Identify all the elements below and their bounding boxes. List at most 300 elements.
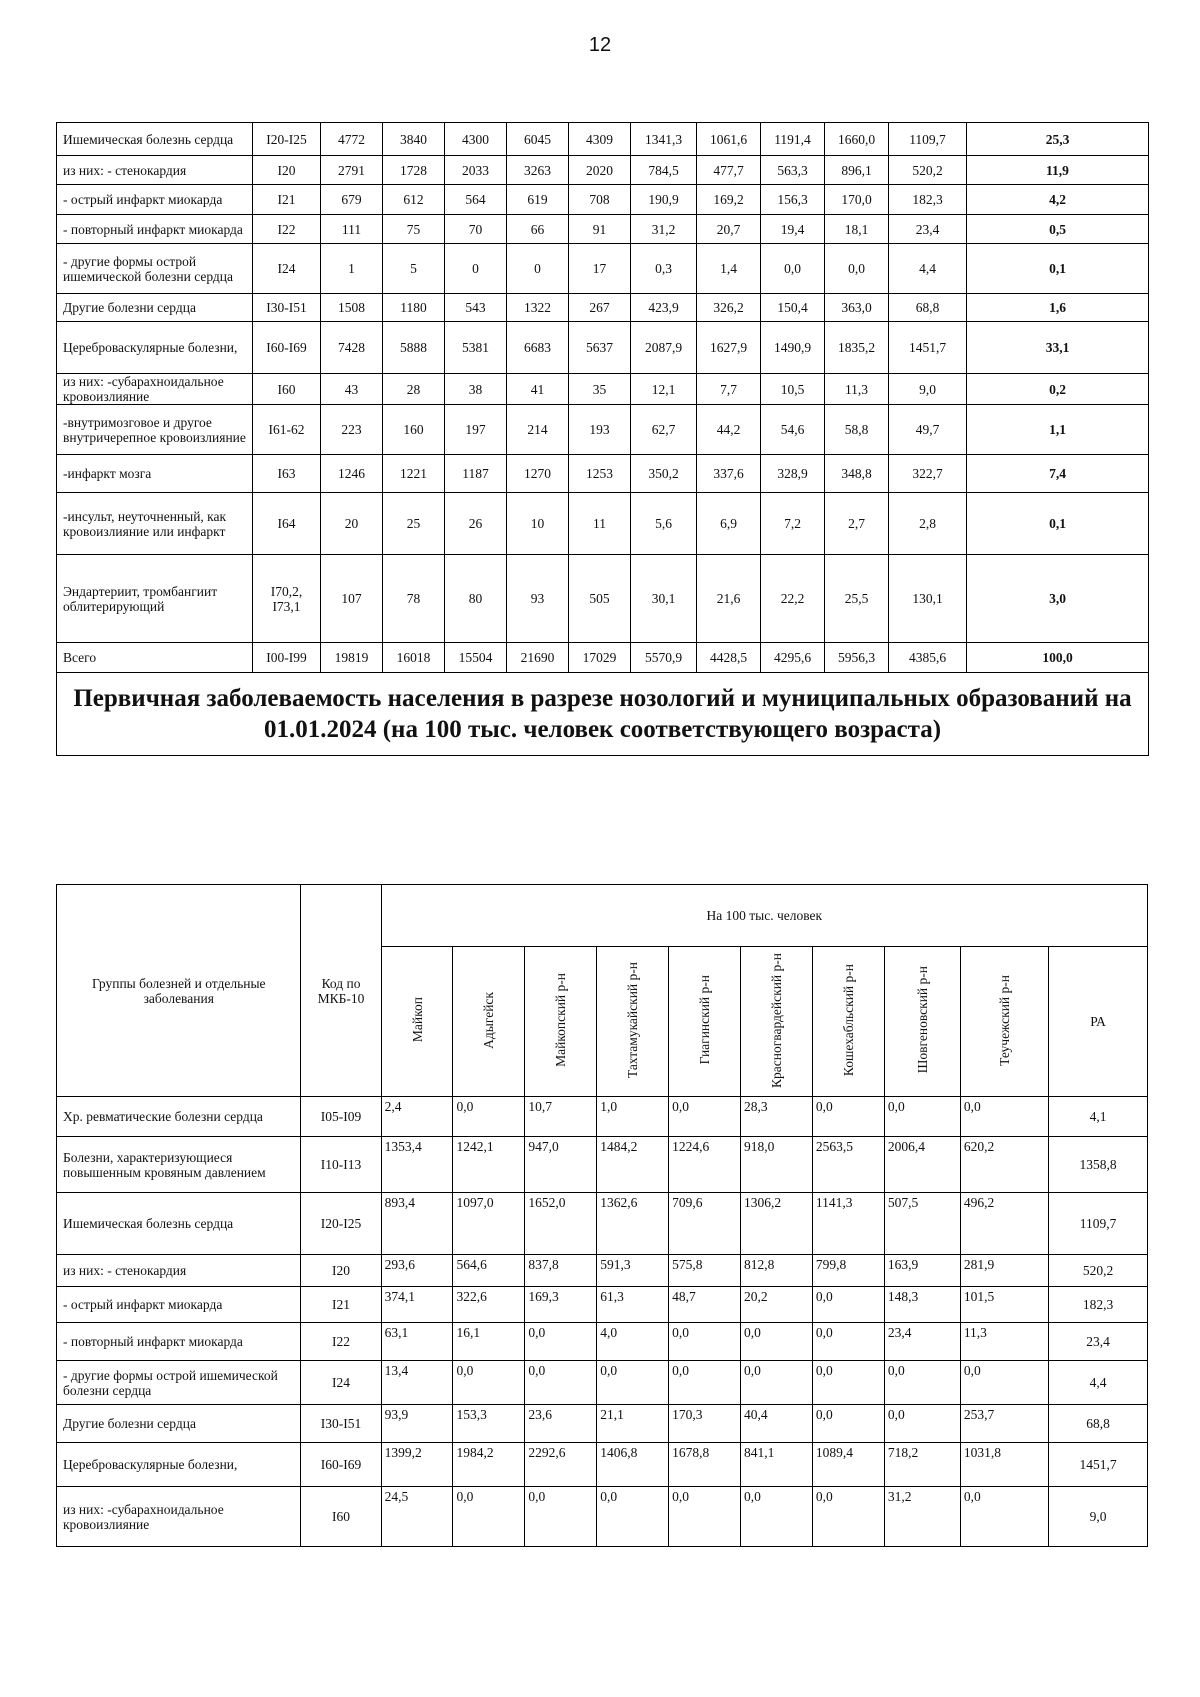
value-cell: 1322 [507,294,569,322]
value-cell: 12,1 [631,374,697,405]
value-cell: 0,0 [812,1361,884,1405]
table-row [57,1137,1148,1193]
value-cell: 23,6 [525,1405,597,1443]
value-cell: 1728 [383,156,445,185]
section-title-row [57,673,1149,756]
value-cell: 4,0 [597,1323,669,1361]
value-cell: 7,7 [697,374,761,405]
value-cell: 78 [383,555,445,643]
value-cell: 0,0 [453,1487,525,1547]
value-cell: 0,0 [669,1361,741,1405]
value-cell: 0,0 [669,1323,741,1361]
value-cell: 563,3 [761,156,825,185]
morbidity-table-absolute [56,122,1149,756]
value-cell: 111 [321,215,383,244]
value-cell: 0,0 [525,1487,597,1547]
value-cell: 322,7 [889,455,967,493]
value-cell: 40,4 [741,1405,813,1443]
disease-name: Другие болезни сердца [57,294,253,322]
value-cell: 16,1 [453,1323,525,1361]
value-cell: 9,0 [889,374,967,405]
value-cell: 70 [445,215,507,244]
value-cell: 1353,4 [381,1137,453,1193]
value-cell: 5 [383,244,445,294]
pa-value-cell: 1109,7 [1049,1193,1148,1255]
value-cell: 1362,6 [597,1193,669,1255]
disease-name: Цереброваскулярные болезни, [57,322,253,374]
value-cell: 507,5 [884,1193,960,1255]
table-row [57,493,1149,555]
value-cell: 1242,1 [453,1137,525,1193]
value-cell: 1270 [507,455,569,493]
table-row [57,1487,1148,1547]
value-cell: 5,6 [631,493,697,555]
value-cell: 564 [445,185,507,215]
value-cell: 1180 [383,294,445,322]
icd-code: I22 [301,1323,381,1361]
value-cell: 1191,4 [761,123,825,156]
pa-share-cell: 1,6 [967,294,1149,322]
value-cell: 5637 [569,322,631,374]
value-cell: 49,7 [889,405,967,455]
icd-code: I20-I25 [253,123,321,156]
value-cell: 5381 [445,322,507,374]
value-cell: 374,1 [381,1287,453,1323]
value-cell: 163,9 [884,1255,960,1287]
icd-code: I00-I99 [253,643,321,673]
value-cell: 326,2 [697,294,761,322]
district-name: Гиагинский р-н [697,975,713,1065]
value-cell: 93 [507,555,569,643]
table-row [57,1193,1148,1255]
value-cell: 477,7 [697,156,761,185]
value-cell: 23,4 [884,1323,960,1361]
column-header [812,947,884,1097]
value-cell: 2006,4 [884,1137,960,1193]
value-cell: 0,0 [960,1487,1048,1547]
pa-share-cell: 11,9 [967,156,1149,185]
value-cell: 1508 [321,294,383,322]
value-cell: 4,4 [889,244,967,294]
icd-code: I60 [301,1487,381,1547]
value-cell: 61,3 [597,1287,669,1323]
value-cell: 1341,3 [631,123,697,156]
value-cell: 1224,6 [669,1137,741,1193]
icd-code: I63 [253,455,321,493]
value-cell: 6683 [507,322,569,374]
icd-code: I20 [301,1255,381,1287]
value-cell: 63,1 [381,1323,453,1361]
value-cell: 43 [321,374,383,405]
table-row [57,555,1149,643]
column-header [884,947,960,1097]
value-cell: 1627,9 [697,322,761,374]
value-cell: 0 [445,244,507,294]
value-cell: 718,2 [884,1443,960,1487]
value-cell: 4428,5 [697,643,761,673]
value-cell: 575,8 [669,1255,741,1287]
disease-name: - острый инфаркт миокарда [57,1287,301,1323]
value-cell: 190,9 [631,185,697,215]
value-cell: 13,4 [381,1361,453,1405]
value-cell: 24,5 [381,1487,453,1547]
value-cell: 28,3 [741,1097,813,1137]
value-cell: 5956,3 [825,643,889,673]
value-cell: 41 [507,374,569,405]
value-cell: 101,5 [960,1287,1048,1323]
value-cell: 281,9 [960,1255,1048,1287]
value-cell: 182,3 [889,185,967,215]
value-cell: 1835,2 [825,322,889,374]
value-cell: 520,2 [889,156,967,185]
district-name: Тахтамукайский р-н [625,961,641,1079]
value-cell: 5570,9 [631,643,697,673]
header-pa: РА [1049,947,1148,1097]
icd-code: I60 [253,374,321,405]
disease-name: Другие болезни сердца [57,1405,301,1443]
value-cell: 799,8 [812,1255,884,1287]
value-cell: 0,0 [812,1487,884,1547]
page-number: 12 [588,34,612,56]
value-cell: 2563,5 [812,1137,884,1193]
table-row [57,294,1149,322]
value-cell: 28 [383,374,445,405]
table-row [57,1323,1148,1361]
value-cell: 0,0 [812,1097,884,1137]
value-cell: 1984,2 [453,1443,525,1487]
header-icd-code: Код по МКБ-10 [301,885,381,1097]
value-cell: 16018 [383,643,445,673]
disease-name: из них: -субарахноидальное кровоизлияние [57,1487,301,1547]
value-cell: 1109,7 [889,123,967,156]
icd-code: I60-I69 [253,322,321,374]
value-cell: 337,6 [697,455,761,493]
value-cell: 350,2 [631,455,697,493]
value-cell: 170,3 [669,1405,741,1443]
disease-name: Эндартериит, тромбангиит облитерирующий [57,555,253,643]
disease-name: -внутримозговое и другое внутричерепное кровоизлияние [57,405,253,455]
value-cell: 1141,3 [812,1193,884,1255]
pa-share-cell: 25,3 [967,123,1149,156]
value-cell: 0,0 [812,1405,884,1443]
pa-value-cell: 9,0 [1049,1487,1148,1547]
icd-code: I10-I13 [301,1137,381,1193]
value-cell: 26 [445,493,507,555]
value-cell: 31,2 [884,1487,960,1547]
value-cell: 11 [569,493,631,555]
value-cell: 4300 [445,123,507,156]
value-cell: 11,3 [825,374,889,405]
value-cell: 0,3 [631,244,697,294]
value-cell: 619 [507,185,569,215]
icd-code: I22 [253,215,321,244]
table-row [57,215,1149,244]
value-cell: 1061,6 [697,123,761,156]
value-cell: 708 [569,185,631,215]
disease-name: из них: -субарахноидальное кровоизлияние [57,374,253,405]
pa-share-cell: 7,4 [967,455,1149,493]
value-cell: 153,3 [453,1405,525,1443]
header-disease-group: Группы болезней и отдельные заболевания [57,885,301,1097]
value-cell: 31,2 [631,215,697,244]
pa-share-cell: 3,0 [967,555,1149,643]
value-cell: 1484,2 [597,1137,669,1193]
value-cell: 322,6 [453,1287,525,1323]
value-cell: 0,0 [884,1097,960,1137]
value-cell: 4385,6 [889,643,967,673]
value-cell: 253,7 [960,1405,1048,1443]
value-cell: 0,0 [825,244,889,294]
section-title: Первичная заболеваемость населения в разрезе нозологий и муниципальных образований на 01.01.2024 (на 100 тыс. человек соответствующего возраста) [57,673,1149,756]
disease-name: из них: - стенокардия [57,156,253,185]
value-cell: 1 [321,244,383,294]
value-cell: 947,0 [525,1137,597,1193]
value-cell: 1253 [569,455,631,493]
value-cell: 17029 [569,643,631,673]
table-row [57,1405,1148,1443]
value-cell: 1306,2 [741,1193,813,1255]
value-cell: 169,3 [525,1287,597,1323]
value-cell: 1089,4 [812,1443,884,1487]
value-cell: 1451,7 [889,322,967,374]
value-cell: 2033 [445,156,507,185]
value-cell: 2,8 [889,493,967,555]
value-cell: 0,0 [741,1487,813,1547]
pa-share-cell: 0,1 [967,493,1149,555]
district-name: Майкоп [409,997,425,1043]
value-cell: 10,7 [525,1097,597,1137]
value-cell: 107 [321,555,383,643]
value-cell: 2087,9 [631,322,697,374]
pa-value-cell: 4,4 [1049,1361,1148,1405]
pa-value-cell: 1451,7 [1049,1443,1148,1487]
value-cell: 612 [383,185,445,215]
value-cell: 6045 [507,123,569,156]
value-cell: 66 [507,215,569,244]
value-cell: 709,6 [669,1193,741,1255]
pa-share-cell: 0,1 [967,244,1149,294]
value-cell: 30,1 [631,555,697,643]
disease-name: Всего [57,643,253,673]
value-cell: 7,2 [761,493,825,555]
icd-code: I30-I51 [301,1405,381,1443]
value-cell: 0,0 [741,1361,813,1405]
value-cell: 837,8 [525,1255,597,1287]
value-cell: 10 [507,493,569,555]
value-cell: 150,4 [761,294,825,322]
value-cell: 0,0 [525,1361,597,1405]
disease-name: Болезни, характеризующиеся повышенным кровяным давлением [57,1137,301,1193]
value-cell: 38 [445,374,507,405]
column-header [525,947,597,1097]
value-cell: 267 [569,294,631,322]
column-header [960,947,1048,1097]
value-cell: 75 [383,215,445,244]
value-cell: 21690 [507,643,569,673]
district-name: Майкопский р-н [553,973,569,1067]
value-cell: 169,2 [697,185,761,215]
value-cell: 328,9 [761,455,825,493]
value-cell: 7428 [321,322,383,374]
value-cell: 170,0 [825,185,889,215]
pa-value-cell: 1358,8 [1049,1137,1148,1193]
value-cell: 1,4 [697,244,761,294]
value-cell: 62,7 [631,405,697,455]
column-header [741,947,813,1097]
icd-code: I24 [301,1361,381,1405]
district-name: Адыгейск [481,991,497,1049]
disease-name: из них: - стенокардия [57,1255,301,1287]
value-cell: 20 [321,493,383,555]
value-cell: 0,0 [669,1487,741,1547]
value-cell: 0,0 [597,1487,669,1547]
value-cell: 564,6 [453,1255,525,1287]
district-name: Шовгеновский р-н [914,966,930,1074]
value-cell: 25 [383,493,445,555]
value-cell: 620,2 [960,1137,1048,1193]
icd-code: I70,2, I73,1 [253,555,321,643]
value-cell: 11,3 [960,1323,1048,1361]
value-cell: 293,6 [381,1255,453,1287]
value-cell: 5888 [383,322,445,374]
value-cell: 19819 [321,643,383,673]
value-cell: 0,0 [960,1361,1048,1405]
value-cell: 2020 [569,156,631,185]
value-cell: 2791 [321,156,383,185]
pa-share-cell: 0,5 [967,215,1149,244]
value-cell: 54,6 [761,405,825,455]
value-cell: 0,0 [669,1097,741,1137]
value-cell: 1221 [383,455,445,493]
header-per-100k: На 100 тыс. человек [381,885,1147,947]
table-row [57,455,1149,493]
icd-code: I21 [301,1287,381,1323]
value-cell: 48,7 [669,1287,741,1323]
disease-name: - повторный инфаркт миокарда [57,1323,301,1361]
table-row [57,185,1149,215]
table-row [57,1255,1148,1287]
value-cell: 20,2 [741,1287,813,1323]
value-cell: 15504 [445,643,507,673]
table-row [57,322,1149,374]
value-cell: 80 [445,555,507,643]
disease-name: -инфаркт мозга [57,455,253,493]
value-cell: 0,0 [884,1405,960,1443]
value-cell: 6,9 [697,493,761,555]
icd-code: I05-I09 [301,1097,381,1137]
icd-code: I60-I69 [301,1443,381,1487]
value-cell: 156,3 [761,185,825,215]
value-cell: 35 [569,374,631,405]
district-name: Кошехабльский р-н [840,963,856,1077]
value-cell: 148,3 [884,1287,960,1323]
pa-share-cell: 100,0 [967,643,1149,673]
table-row [57,374,1149,405]
value-cell: 130,1 [889,555,967,643]
table-row [57,1097,1148,1137]
value-cell: 58,8 [825,405,889,455]
value-cell: 423,9 [631,294,697,322]
value-cell: 22,2 [761,555,825,643]
value-cell: 505 [569,555,631,643]
value-cell: 1652,0 [525,1193,597,1255]
column-header [597,947,669,1097]
value-cell: 0,0 [453,1361,525,1405]
pa-value-cell: 4,1 [1049,1097,1148,1137]
icd-code: I61-62 [253,405,321,455]
disease-name: Ишемическая болезнь сердца [57,1193,301,1255]
value-cell: 21,1 [597,1405,669,1443]
disease-name: -инсульт, неуточненный, как кровоизлияние или инфаркт [57,493,253,555]
value-cell: 20,7 [697,215,761,244]
icd-code: I20 [253,156,321,185]
table-row [57,1361,1148,1405]
icd-code: I30-I51 [253,294,321,322]
value-cell: 3840 [383,123,445,156]
value-cell: 23,4 [889,215,967,244]
pa-share-cell: 33,1 [967,322,1149,374]
district-name: Красногвардейский р-н [768,952,784,1088]
value-cell: 17 [569,244,631,294]
disease-name: - другие формы острой ишемической болезни сердца [57,1361,301,1405]
value-cell: 197 [445,405,507,455]
table-row [57,244,1149,294]
district-name: Теучежский р-н [996,974,1012,1066]
value-cell: 0 [507,244,569,294]
value-cell: 0,0 [884,1361,960,1405]
value-cell: 193 [569,405,631,455]
value-cell: 841,1 [741,1443,813,1487]
value-cell: 0,0 [960,1097,1048,1137]
value-cell: 0,0 [741,1323,813,1361]
value-cell: 21,6 [697,555,761,643]
pa-value-cell: 182,3 [1049,1287,1148,1323]
value-cell: 679 [321,185,383,215]
value-cell: 812,8 [741,1255,813,1287]
disease-name: Цереброваскулярные болезни, [57,1443,301,1487]
value-cell: 0,0 [761,244,825,294]
table-row [57,405,1149,455]
value-cell: 1187 [445,455,507,493]
disease-name: - другие формы острой ишемической болезни сердца [57,244,253,294]
value-cell: 91 [569,215,631,244]
value-cell: 0,0 [812,1323,884,1361]
value-cell: 2,7 [825,493,889,555]
value-cell: 1660,0 [825,123,889,156]
pa-value-cell: 520,2 [1049,1255,1148,1287]
value-cell: 1097,0 [453,1193,525,1255]
column-header [669,947,741,1097]
value-cell: 223 [321,405,383,455]
column-header [381,947,453,1097]
table-row [57,643,1149,673]
value-cell: 893,4 [381,1193,453,1255]
value-cell: 214 [507,405,569,455]
value-cell: 0,0 [525,1323,597,1361]
value-cell: 10,5 [761,374,825,405]
value-cell: 1246 [321,455,383,493]
value-cell: 896,1 [825,156,889,185]
icd-code: I21 [253,185,321,215]
table-row [57,1443,1148,1487]
value-cell: 1,0 [597,1097,669,1137]
value-cell: 348,8 [825,455,889,493]
value-cell: 0,0 [812,1287,884,1323]
value-cell: 1031,8 [960,1443,1048,1487]
value-cell: 19,4 [761,215,825,244]
pa-value-cell: 68,8 [1049,1405,1148,1443]
value-cell: 4295,6 [761,643,825,673]
